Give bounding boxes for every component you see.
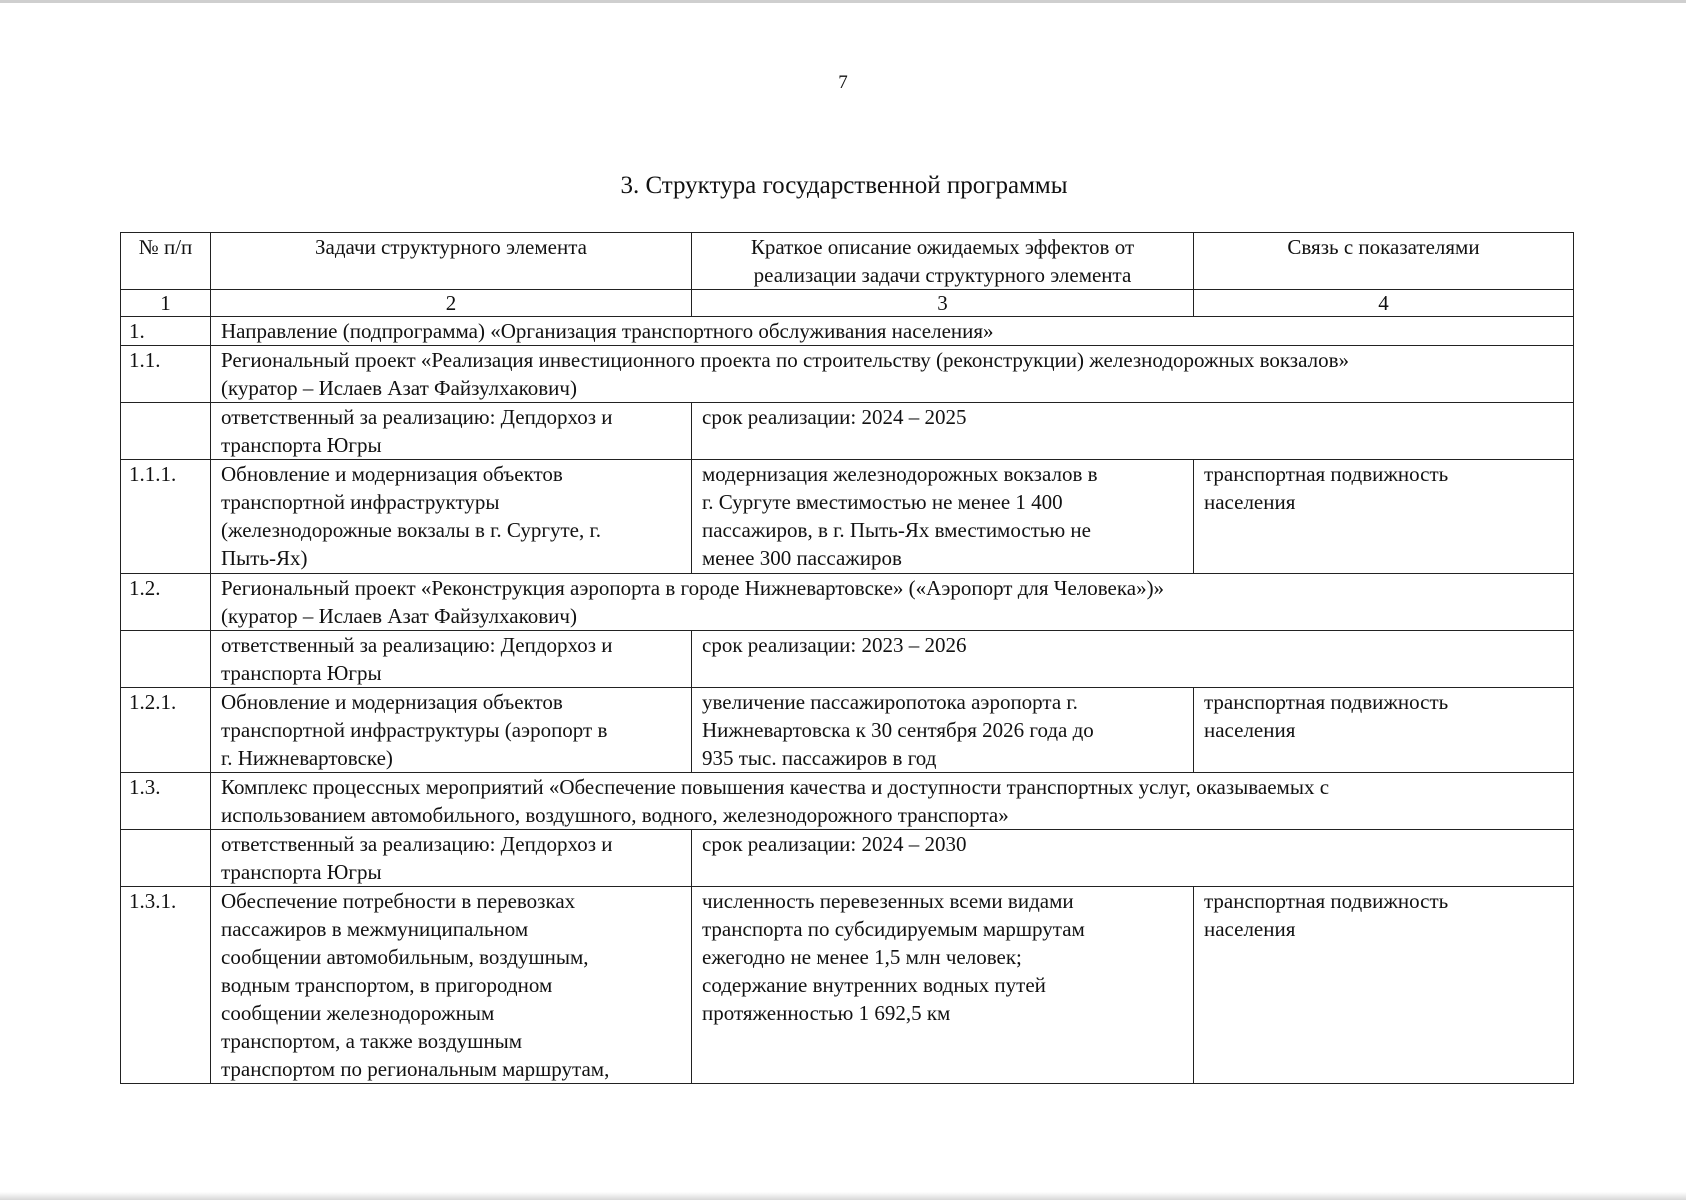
header-indicators: Связь с показателями [1194,233,1574,290]
indicator-cell: транспортная подвижность населения [1194,688,1574,773]
header-effects: Краткое описание ожидаемых эффектов от реализации задачи структурного элемента [692,233,1194,290]
table-row [121,317,1574,346]
effect-cell: модернизация железнодорожных вокзалов в г. Сургуте вместимостью не менее 1 400 пассажиров, в г. Пыть-Ях вместимостью не менее 300 пассажиров [692,460,1194,574]
table-row [121,830,1574,887]
row-number: 1.1. [121,346,211,403]
row-number: 1.2.1. [121,688,211,773]
row-number: 1.3.1. [121,887,211,1084]
row-number: 1.1.1. [121,460,211,574]
row-number: 1.2. [121,574,211,631]
indicator-cell: транспортная подвижность населения [1194,887,1574,1084]
row-number: 1.3. [121,773,211,830]
program-structure-table [120,232,1574,1084]
project-title: Региональный проект «Реализация инвестиционного проекта по строительству (реконструкции) железнодорожных вокзалов» (куратор – Ислаев Азат Файзулхакович) [211,346,1574,403]
responsible-cell: ответственный за реализацию: Депдорхоз и транспорта Югры [211,403,692,460]
scan-bottom-edge [0,1192,1686,1200]
indicator-cell: транспортная подвижность населения [1194,460,1574,574]
table-header-row [121,233,1574,290]
row-number: 1. [121,317,211,346]
empty-cell [121,403,211,460]
effect-cell: численность перевезенных всеми видами транспорта по субсидируемым маршрутам ежегодно не менее 1,5 млн человек; содержание внутренних водных путей протяженностью 1 692,5 км [692,887,1194,1084]
table-row [121,460,1574,574]
table-row [121,631,1574,688]
column-number: 2 [211,290,692,317]
task-cell: Обеспечение потребности в перевозках пассажиров в межмуниципальном сообщении автомобильным, воздушным, водным транспортом, в пригородном сообщении железнодорожным транспортом, а также воздушным транспортом по региональным маршрутам, [211,887,692,1084]
effect-cell: увеличение пассажиропотока аэропорта г. Нижневартовска к 30 сентября 2026 года до 935 тыс. пассажиров в год [692,688,1194,773]
table-row [121,688,1574,773]
term-cell: срок реализации: 2024 – 2030 [692,830,1574,887]
header-tasks: Задачи структурного элемента [211,233,692,290]
term-cell: срок реализации: 2023 – 2026 [692,631,1574,688]
table-row [121,887,1574,1084]
task-cell: Обновление и модернизация объектов транспортной инфраструктуры (железнодорожные вокзалы в г. Сургуте, г. Пыть-Ях) [211,460,692,574]
task-cell: Обновление и модернизация объектов транспортной инфраструктуры (аэропорт в г. Нижневартовске) [211,688,692,773]
responsible-cell: ответственный за реализацию: Депдорхоз и транспорта Югры [211,830,692,887]
section-title: 3. Структура государственной программы [620,172,1068,199]
table-row [121,773,1574,830]
page-number: 7 [838,72,848,93]
header-number: № п/п [121,233,211,290]
column-number: 1 [121,290,211,317]
direction-title: Направление (подпрограмма) «Организация транспортного обслуживания населения» [211,317,1574,346]
empty-cell [121,830,211,887]
column-number-row [121,290,1574,317]
table-row [121,403,1574,460]
responsible-cell: ответственный за реализацию: Депдорхоз и транспорта Югры [211,631,692,688]
table-row [121,574,1574,631]
project-title: Региональный проект «Реконструкция аэропорта в городе Нижневартовске» («Аэропорт для Человека»)» (куратор – Ислаев Азат Файзулхакович) [211,574,1574,631]
empty-cell [121,631,211,688]
scan-top-edge [0,0,1686,3]
table-row [121,346,1574,403]
term-cell: срок реализации: 2024 – 2025 [692,403,1574,460]
column-number: 3 [692,290,1194,317]
process-complex-title: Комплекс процессных мероприятий «Обеспечение повышения качества и доступности транспортных услуг, оказываемых с использованием автомобильного, воздушного, водного, железнодорожного транспорта» [211,773,1574,830]
column-number: 4 [1194,290,1574,317]
